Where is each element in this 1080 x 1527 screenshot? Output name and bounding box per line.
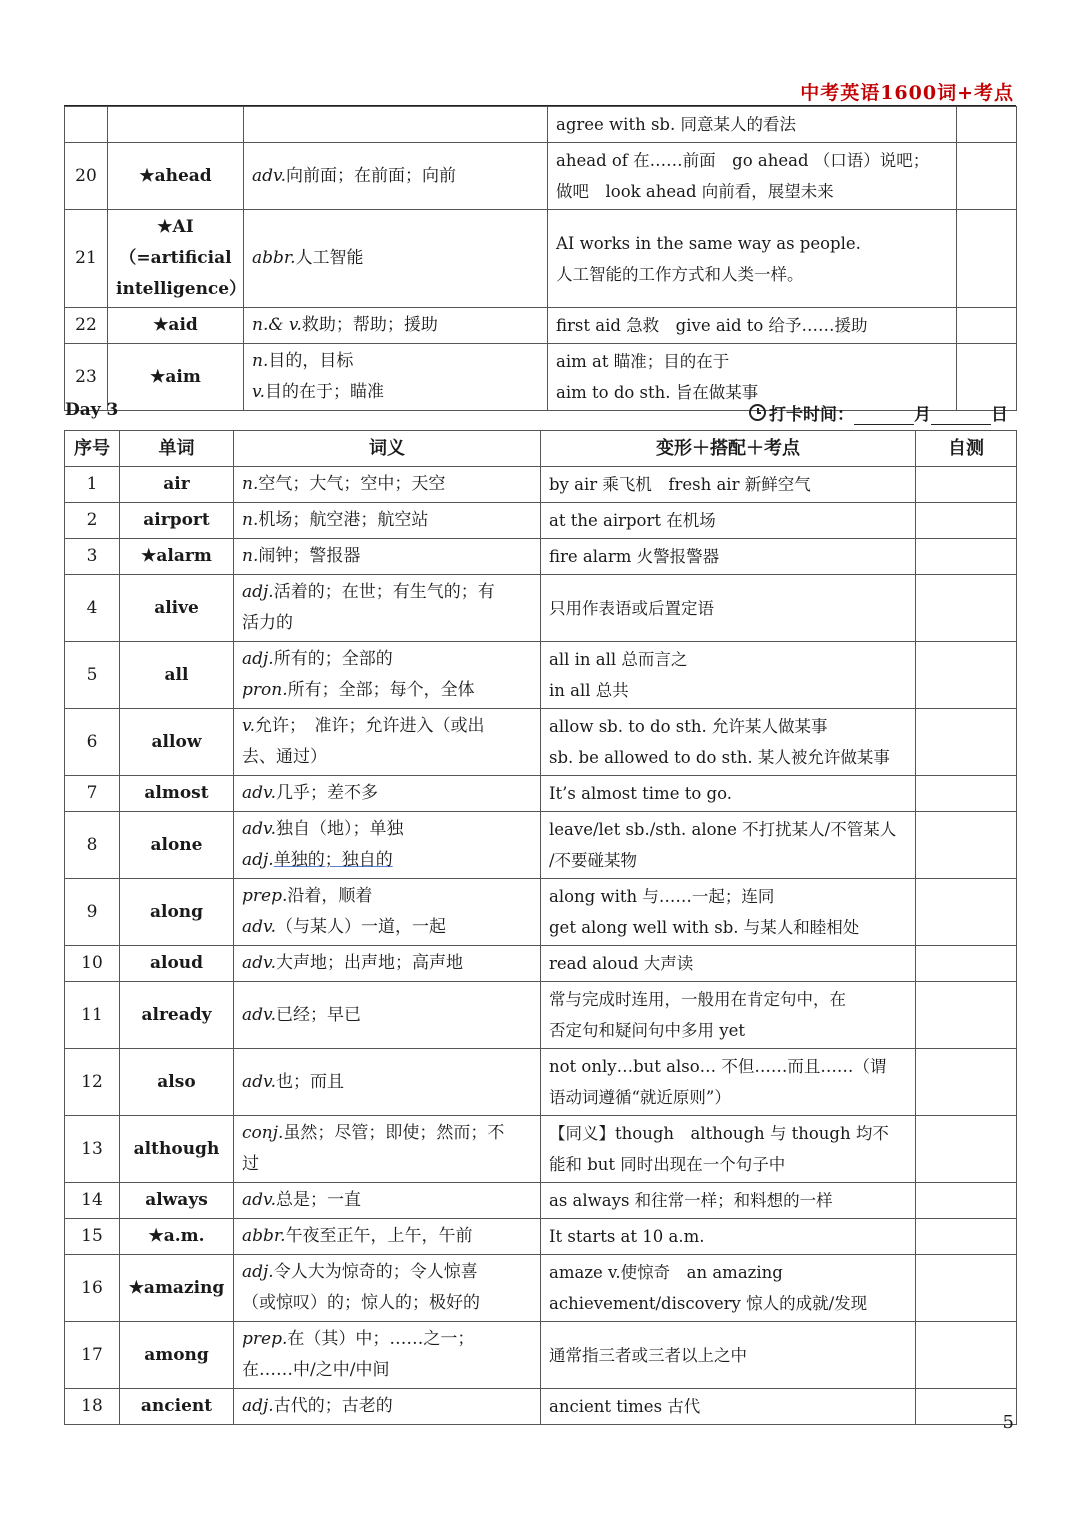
self-test-cell[interactable] <box>916 1255 1017 1322</box>
word-meaning <box>234 503 541 539</box>
part-of-speech: adv. <box>242 783 277 803</box>
note-line: first aid 急救 give aid to 给予……援助 <box>556 316 868 335</box>
part-of-speech: n. <box>242 510 259 530</box>
row-number: 1 <box>65 467 120 503</box>
meaning-line <box>242 1257 532 1288</box>
row-number: 7 <box>65 776 120 812</box>
vocab-word: ★alarm <box>120 539 234 575</box>
note-line: allow sb. to do sth. 允许某人做某事 <box>549 717 828 736</box>
self-test-cell[interactable] <box>916 1322 1017 1389</box>
note-line: sb. be allowed to do sth. 某人被允许做某事 <box>549 748 890 767</box>
meaning-line <box>242 541 532 572</box>
part-of-speech: n. <box>242 546 259 566</box>
table-row <box>65 539 1017 575</box>
meaning-text: 独自（地）；单独 <box>276 819 404 839</box>
meaning-text: 人工智能 <box>295 248 364 268</box>
note-line: achievement/discovery 惊人的成就/发现 <box>549 1294 868 1313</box>
meaning-text: 单独的；独自的 <box>273 850 393 870</box>
note-line: It’s almost time to go. <box>549 784 732 803</box>
checkin-time <box>749 400 1008 425</box>
part-of-speech: adv. <box>242 953 277 973</box>
word-meaning <box>234 1049 541 1116</box>
self-test-cell[interactable] <box>916 1219 1017 1255</box>
note-line: 语动词遵循“就近原则”） <box>549 1088 731 1107</box>
meaning-line <box>242 742 532 773</box>
meaning-line <box>252 161 539 192</box>
meaning-text: 大声地；出声地；高声地 <box>276 953 464 973</box>
row-number: 4 <box>65 575 120 642</box>
table-row <box>65 1389 1017 1425</box>
part-of-speech: adj. <box>242 1262 274 1282</box>
self-test-cell[interactable] <box>916 946 1017 982</box>
part-of-speech: adj. <box>242 582 274 602</box>
self-test-cell[interactable] <box>916 642 1017 709</box>
row-number: 6 <box>65 709 120 776</box>
day-heading-row <box>64 398 1016 426</box>
meaning-text: 向前面；在前面；向前 <box>286 165 457 186</box>
table-row <box>65 1116 1017 1183</box>
col-header-selftest: 自测 <box>916 431 1017 467</box>
meaning-text: 午夜至正午，上午，午前 <box>285 1226 473 1246</box>
table-row <box>65 575 1017 642</box>
row-number: 21 <box>65 210 108 308</box>
note-line: AI works in the same way as people. <box>556 233 861 253</box>
word-meaning <box>234 575 541 642</box>
usage-notes <box>541 1219 916 1255</box>
meaning-text: 去、通过） <box>242 747 327 767</box>
row-number: 13 <box>65 1116 120 1183</box>
day-blank[interactable] <box>931 406 991 425</box>
vocab-word: ★aid <box>108 308 244 344</box>
usage-notes <box>548 107 957 143</box>
meaning-text: 总是；一直 <box>276 1190 362 1210</box>
vocab-word: all <box>120 642 234 709</box>
meaning-line <box>242 881 532 912</box>
word-meaning <box>234 539 541 575</box>
meaning-line <box>242 948 532 979</box>
note-line: leave/let sb./sth. alone 不打扰某人/不管某人 <box>549 820 897 839</box>
note-line: in all 总共 <box>549 681 629 700</box>
note-line: agree with sb. 同意某人的看法 <box>556 115 796 134</box>
usage-notes <box>541 467 916 503</box>
meaning-text: 允许； 准许；允许进入（或出 <box>255 716 485 736</box>
table-row <box>65 982 1017 1049</box>
usage-notes <box>548 308 957 344</box>
row-number: 11 <box>65 982 120 1049</box>
word-meaning <box>234 776 541 812</box>
usage-notes <box>541 1049 916 1116</box>
self-test-cell[interactable] <box>916 1183 1017 1219</box>
word-meaning <box>234 709 541 776</box>
table-row <box>65 1322 1017 1389</box>
meaning-text: 在……中/之中/中间 <box>242 1360 390 1380</box>
table-row <box>65 210 1017 308</box>
row-number: 2 <box>65 503 120 539</box>
part-of-speech: adv. <box>242 917 277 937</box>
self-test-cell[interactable] <box>916 982 1017 1049</box>
part-of-speech: adv. <box>252 165 287 186</box>
meaning-line <box>242 1355 532 1386</box>
day3-vocab-table <box>64 430 1017 1425</box>
usage-notes <box>541 539 916 575</box>
note-line: ancient times 古代 <box>549 1397 701 1416</box>
self-test-cell[interactable] <box>916 1116 1017 1183</box>
meaning-text: 沿着，顺着 <box>287 886 373 906</box>
part-of-speech: pron. <box>242 680 288 700</box>
part-of-speech: adv. <box>242 1071 277 1092</box>
word-meaning <box>244 308 548 344</box>
row-number: 16 <box>65 1255 120 1322</box>
meaning-text: （或惊叹）的；惊人的；极好的 <box>242 1293 480 1313</box>
note-line: ahead of 在……前面 go ahead （口语）说吧； <box>556 151 930 170</box>
meaning-text: 已经；早已 <box>276 1004 362 1025</box>
row-number: 3 <box>65 539 120 575</box>
usage-notes <box>548 143 957 210</box>
meaning-line <box>242 711 532 742</box>
self-test-cell[interactable] <box>916 1389 1017 1425</box>
part-of-speech: adv. <box>242 1190 277 1210</box>
row-number: 18 <box>65 1389 120 1425</box>
meaning-text: 目的，目标 <box>268 351 354 371</box>
vocab-word: aloud <box>120 946 234 982</box>
self-test-cell[interactable] <box>957 107 1017 143</box>
meaning-text: 活力的 <box>242 613 293 633</box>
word-meaning <box>244 210 548 308</box>
vocab-word: always <box>120 1183 234 1219</box>
meaning-line <box>242 1000 532 1031</box>
table-row <box>65 467 1017 503</box>
table-row <box>65 642 1017 709</box>
usage-notes <box>541 503 916 539</box>
page-number: 5 <box>1002 1412 1014 1433</box>
table-row <box>65 107 1017 143</box>
vocab-word: allow <box>120 709 234 776</box>
self-test-cell[interactable] <box>916 467 1017 503</box>
meaning-text: 活着的；在世；有生气的；有 <box>273 582 495 602</box>
vocab-word: also <box>120 1049 234 1116</box>
col-header-notes: 变形＋搭配＋考点 <box>541 431 916 467</box>
word-meaning <box>234 812 541 879</box>
meaning-text: 过 <box>242 1154 259 1174</box>
part-of-speech: conj. <box>242 1123 284 1143</box>
table-row <box>65 1049 1017 1116</box>
meaning-text: 古代的；古老的 <box>273 1396 393 1416</box>
self-test-cell[interactable] <box>916 776 1017 812</box>
self-test-cell[interactable] <box>916 575 1017 642</box>
note-line: amaze v.使惊奇 an amazing <box>549 1263 783 1282</box>
part-of-speech: prep. <box>242 886 288 906</box>
vocab-word: already <box>120 982 234 1049</box>
usage-notes <box>541 1389 916 1425</box>
meaning-text: 在（其）中；……之一； <box>287 1329 475 1349</box>
word-meaning <box>234 1255 541 1322</box>
meaning-line <box>242 778 532 809</box>
self-test-cell[interactable] <box>957 210 1017 308</box>
usage-notes <box>541 1183 916 1219</box>
note-line: 能和 but 同时出现在一个句子中 <box>549 1155 786 1174</box>
part-of-speech: adj. <box>242 850 274 870</box>
row-number: 15 <box>65 1219 120 1255</box>
row-number: 9 <box>65 879 120 946</box>
part-of-speech: n. <box>242 474 259 494</box>
self-test-cell[interactable] <box>916 503 1017 539</box>
note-line: aim to do sth. 旨在做某事 <box>556 383 759 402</box>
note-line: It starts at 10 a.m. <box>549 1227 705 1246</box>
meaning-text: 目的在于；瞄准 <box>265 382 384 402</box>
self-test-cell[interactable] <box>916 539 1017 575</box>
word-meaning <box>234 467 541 503</box>
meaning-line <box>242 505 532 536</box>
self-test-cell[interactable] <box>957 308 1017 344</box>
row-number: 5 <box>65 642 120 709</box>
part-of-speech: abbr. <box>252 248 296 268</box>
usage-notes <box>548 210 957 308</box>
usage-notes <box>541 982 916 1049</box>
table-row <box>65 1255 1017 1322</box>
word-meaning <box>234 879 541 946</box>
usage-notes <box>541 1116 916 1183</box>
meaning-line <box>252 243 539 274</box>
meaning-line <box>242 577 532 608</box>
table-row <box>65 503 1017 539</box>
note-line: 通常指三者或三者以上之中 <box>549 1345 747 1365</box>
note-line: read aloud 大声读 <box>549 954 694 973</box>
meaning-line <box>242 845 532 876</box>
meaning-line <box>242 469 532 500</box>
table-row <box>65 879 1017 946</box>
meaning-text: 也；而且 <box>276 1071 345 1092</box>
meaning-line <box>242 608 532 639</box>
continued-vocab-table <box>64 106 1017 411</box>
usage-notes <box>541 776 916 812</box>
date-day-label: 日 <box>991 405 1008 425</box>
meaning-line <box>242 1391 532 1422</box>
table-header-row <box>65 431 1017 467</box>
vocab-word: air <box>120 467 234 503</box>
part-of-speech: adv. <box>242 1004 277 1025</box>
note-line: 做吧 look ahead 向前看，展望未来 <box>556 182 834 201</box>
meaning-line <box>242 912 532 943</box>
part-of-speech: adv. <box>242 819 277 839</box>
meaning-line <box>242 644 532 675</box>
table-row <box>65 143 1017 210</box>
word-meaning <box>244 143 548 210</box>
vocab-word: almost <box>120 776 234 812</box>
note-line: 人工智能的工作方式和人类一样。 <box>556 264 804 284</box>
note-line: along with 与……一起；连同 <box>549 887 775 906</box>
vocab-word: along <box>120 879 234 946</box>
table-row <box>65 709 1017 776</box>
note-line: by air 乘飞机 fresh air 新鲜空气 <box>549 475 811 494</box>
word-meaning <box>234 946 541 982</box>
note-line: 常与完成时连用，一般用在肯定句中，在 <box>549 990 846 1009</box>
vocab-word: airport <box>120 503 234 539</box>
usage-notes <box>541 575 916 642</box>
row-number: 23 <box>65 344 108 411</box>
table-row <box>65 812 1017 879</box>
part-of-speech: v. <box>242 716 255 736</box>
note-line: 只用作表语或后置定语 <box>549 598 714 618</box>
word-meaning <box>234 982 541 1049</box>
word-meaning <box>234 1389 541 1425</box>
vocab-word: alive <box>120 575 234 642</box>
vocab-word: ★ahead <box>108 143 244 210</box>
part-of-speech: adj. <box>242 1396 274 1416</box>
meaning-text: 空气；大气；空中；天空 <box>258 474 446 494</box>
day-label: Day 3 <box>65 400 119 420</box>
part-of-speech: adj. <box>242 649 274 669</box>
clock-icon <box>749 404 766 421</box>
meaning-line <box>252 310 539 341</box>
vocab-word: although <box>120 1116 234 1183</box>
meaning-line <box>252 346 539 377</box>
usage-notes <box>541 1322 916 1389</box>
meaning-text: （与某人）一道，一起 <box>276 917 447 937</box>
note-line: 【同义】though although 与 though 均不 <box>549 1124 889 1143</box>
usage-notes <box>541 946 916 982</box>
document-header-title: 中考英语1600词+考点 <box>800 82 1014 104</box>
row-number <box>65 107 108 143</box>
meaning-line <box>242 1221 532 1252</box>
row-number: 8 <box>65 812 120 879</box>
note-line: as always 和往常一样；和料想的一样 <box>549 1191 833 1210</box>
row-number: 17 <box>65 1322 120 1389</box>
part-of-speech: prep. <box>242 1329 288 1349</box>
table-row <box>65 946 1017 982</box>
col-header-number: 序号 <box>65 431 120 467</box>
self-test-cell[interactable] <box>916 1049 1017 1116</box>
vocab-word: ★a.m. <box>120 1219 234 1255</box>
usage-notes <box>541 879 916 946</box>
usage-notes <box>541 642 916 709</box>
vocab-word: ★AI （=artificial intelligence） <box>108 210 244 308</box>
part-of-speech: abbr. <box>242 1226 286 1246</box>
note-line: aim at 瞄准；目的在于 <box>556 352 730 371</box>
vocab-word: alone <box>120 812 234 879</box>
note-line: not only…but also… 不但……而且……（谓 <box>549 1057 887 1076</box>
meaning-text: 令人大为惊奇的；令人惊喜 <box>273 1262 478 1282</box>
word-meaning <box>234 642 541 709</box>
row-number: 22 <box>65 308 108 344</box>
meaning-line <box>242 1324 532 1355</box>
meaning-line <box>242 814 532 845</box>
meaning-line <box>242 675 532 706</box>
meaning-line <box>242 1067 532 1098</box>
month-label: 月 <box>914 405 931 425</box>
note-line: 否定句和疑问句中多用 yet <box>549 1021 745 1040</box>
table-row <box>65 308 1017 344</box>
month-blank[interactable] <box>854 406 914 425</box>
vocab-word: ancient <box>120 1389 234 1425</box>
part-of-speech: n. <box>252 351 269 371</box>
col-header-word: 单词 <box>120 431 234 467</box>
usage-notes <box>541 709 916 776</box>
table-row <box>65 1219 1017 1255</box>
part-of-speech: v. <box>252 382 265 402</box>
vocab-word: ★aim <box>108 344 244 411</box>
checkin-label: 打卡时间： <box>769 405 854 425</box>
word-meaning <box>234 1183 541 1219</box>
vocab-word: ★amazing <box>120 1255 234 1322</box>
self-test-cell[interactable] <box>916 879 1017 946</box>
part-of-speech: n.& v. <box>252 315 302 335</box>
usage-notes <box>541 812 916 879</box>
meaning-text: 救助；帮助；援助 <box>301 315 438 335</box>
word-meaning <box>244 107 548 143</box>
note-line: all in all 总而言之 <box>549 650 688 669</box>
word-meaning <box>234 1219 541 1255</box>
self-test-cell[interactable] <box>916 812 1017 879</box>
meaning-text: 闹钟；警报器 <box>258 546 361 566</box>
word-meaning <box>234 1322 541 1389</box>
col-header-meaning: 词义 <box>234 431 541 467</box>
self-test-cell[interactable] <box>916 709 1017 776</box>
meaning-text: 几乎；差不多 <box>276 783 379 803</box>
meaning-line <box>242 1118 532 1149</box>
table-row <box>65 1183 1017 1219</box>
self-test-cell[interactable] <box>957 143 1017 210</box>
meaning-text: 虽然；尽管；即使；然而；不 <box>283 1123 505 1143</box>
note-line: get along well with sb. 与某人和睦相处 <box>549 918 860 937</box>
row-number: 20 <box>65 143 108 210</box>
note-line: /不要碰某物 <box>549 851 638 870</box>
vocab-word: among <box>120 1322 234 1389</box>
row-number: 10 <box>65 946 120 982</box>
word-meaning <box>234 1116 541 1183</box>
row-number: 12 <box>65 1049 120 1116</box>
meaning-line <box>242 1185 532 1216</box>
note-line: at the airport 在机场 <box>549 511 716 530</box>
table-row <box>65 776 1017 812</box>
meaning-line <box>242 1149 532 1180</box>
row-number: 14 <box>65 1183 120 1219</box>
meaning-text: 机场；航空港；航空站 <box>258 510 429 530</box>
note-line: fire alarm 火警报警器 <box>549 547 720 566</box>
meaning-line <box>242 1288 532 1319</box>
meaning-text: 所有的；全部的 <box>273 649 393 669</box>
vocab-word <box>108 107 244 143</box>
meaning-text: 所有；全部；每个，全体 <box>287 680 475 700</box>
usage-notes <box>541 1255 916 1322</box>
